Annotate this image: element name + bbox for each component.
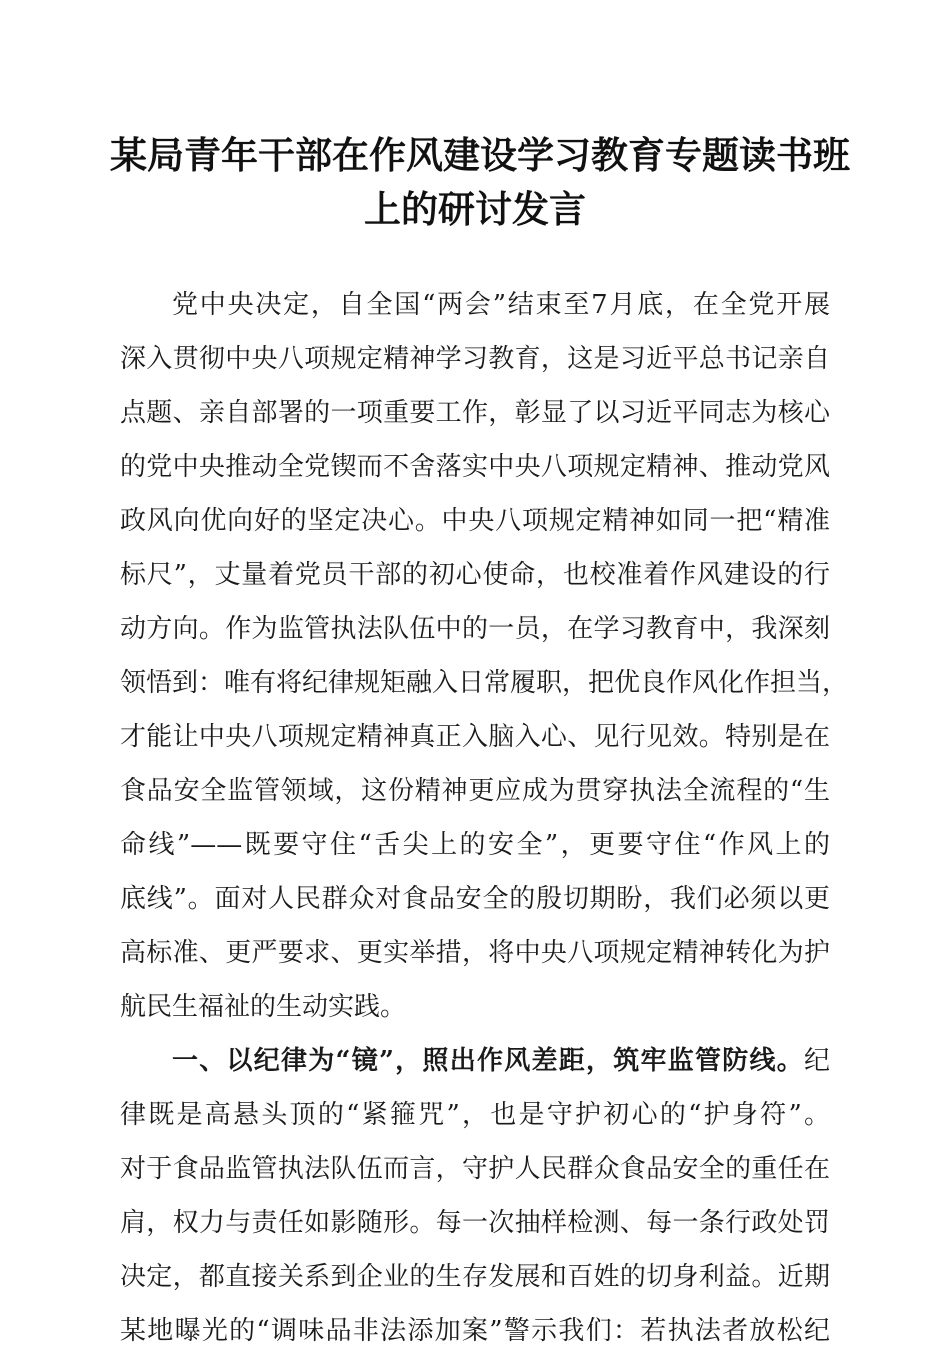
section-heading: 一、以纪律为“镜”，照出作风差距，筑牢监管防线。 [172,1046,804,1076]
text-line: 肩，权力与责任如影随形。每一次抽样检测、每一条行政处罚 [120,1208,830,1238]
document-title [110,128,850,236]
section-1 [120,1034,830,1358]
text-line: 对于食品监管执法队伍而言，守护人民群众食品安全的重任在 [120,1154,830,1184]
text-line: 动方向。作为监管执法队伍中的一员，在学习教育中，我深刻 [120,614,830,644]
text-line: 航民生福祉的生动实践。 [120,992,407,1022]
text-line: 政风向优向好的坚定决心。中央八项规定精神如同一把“精准 [120,506,830,536]
text-line: 的党中央推动全党锲而不舍落实中央八项规定精神、推动党风 [120,452,830,482]
text-line: 底线”。面对人民群众对食品安全的殷切期盼，我们必须以更 [120,884,830,914]
paragraph-intro [120,278,849,1034]
text-line: 点题、亲自部署的一项重要工作，彰显了以习近平同志为核心 [120,398,830,428]
title-line-2: 上的研讨发言 [364,187,586,231]
section-heading-line [120,1034,830,1088]
text-line: 食品安全监管领域，这份精神更应成为贯穿执法全流程的“生 [120,776,830,806]
title-line-1: 某局青年干部在作风建设学习教育专题读书班 [110,133,850,177]
document-body [120,278,849,1358]
text-line: 高标准、更严要求、更实举措，将中央八项规定精神转化为护 [120,938,830,968]
text-line: 律既是高悬头顶的“紧箍咒”，也是守护初心的“护身符”。 [120,1100,830,1130]
text-line: 决定，都直接关系到企业的生存发展和百姓的切身利益。近期 [120,1262,830,1292]
text-line: 领悟到：唯有将纪律规矩融入日常履职，把优良作风化作担当， [120,668,849,698]
text-line: 党中央决定，自全国“两会”结束至7月底，在全党开展 [172,290,830,320]
text-line: 某地曝光的“调味品非法添加案”警示我们：若执法者放松纪 [120,1316,830,1346]
text-fragment: 纪 [803,1046,830,1076]
text-line: 标尺”，丈量着党员干部的初心使命，也校准着作风建设的行 [120,560,830,590]
text-line: 命线”——既要守住“舌尖上的安全”，更要守住“作风上的 [120,830,830,860]
text-line: 深入贯彻中央八项规定精神学习教育，这是习近平总书记亲自 [120,344,830,374]
text-line: 才能让中央八项规定精神真正入脑入心、见行见效。特别是在 [120,722,830,752]
